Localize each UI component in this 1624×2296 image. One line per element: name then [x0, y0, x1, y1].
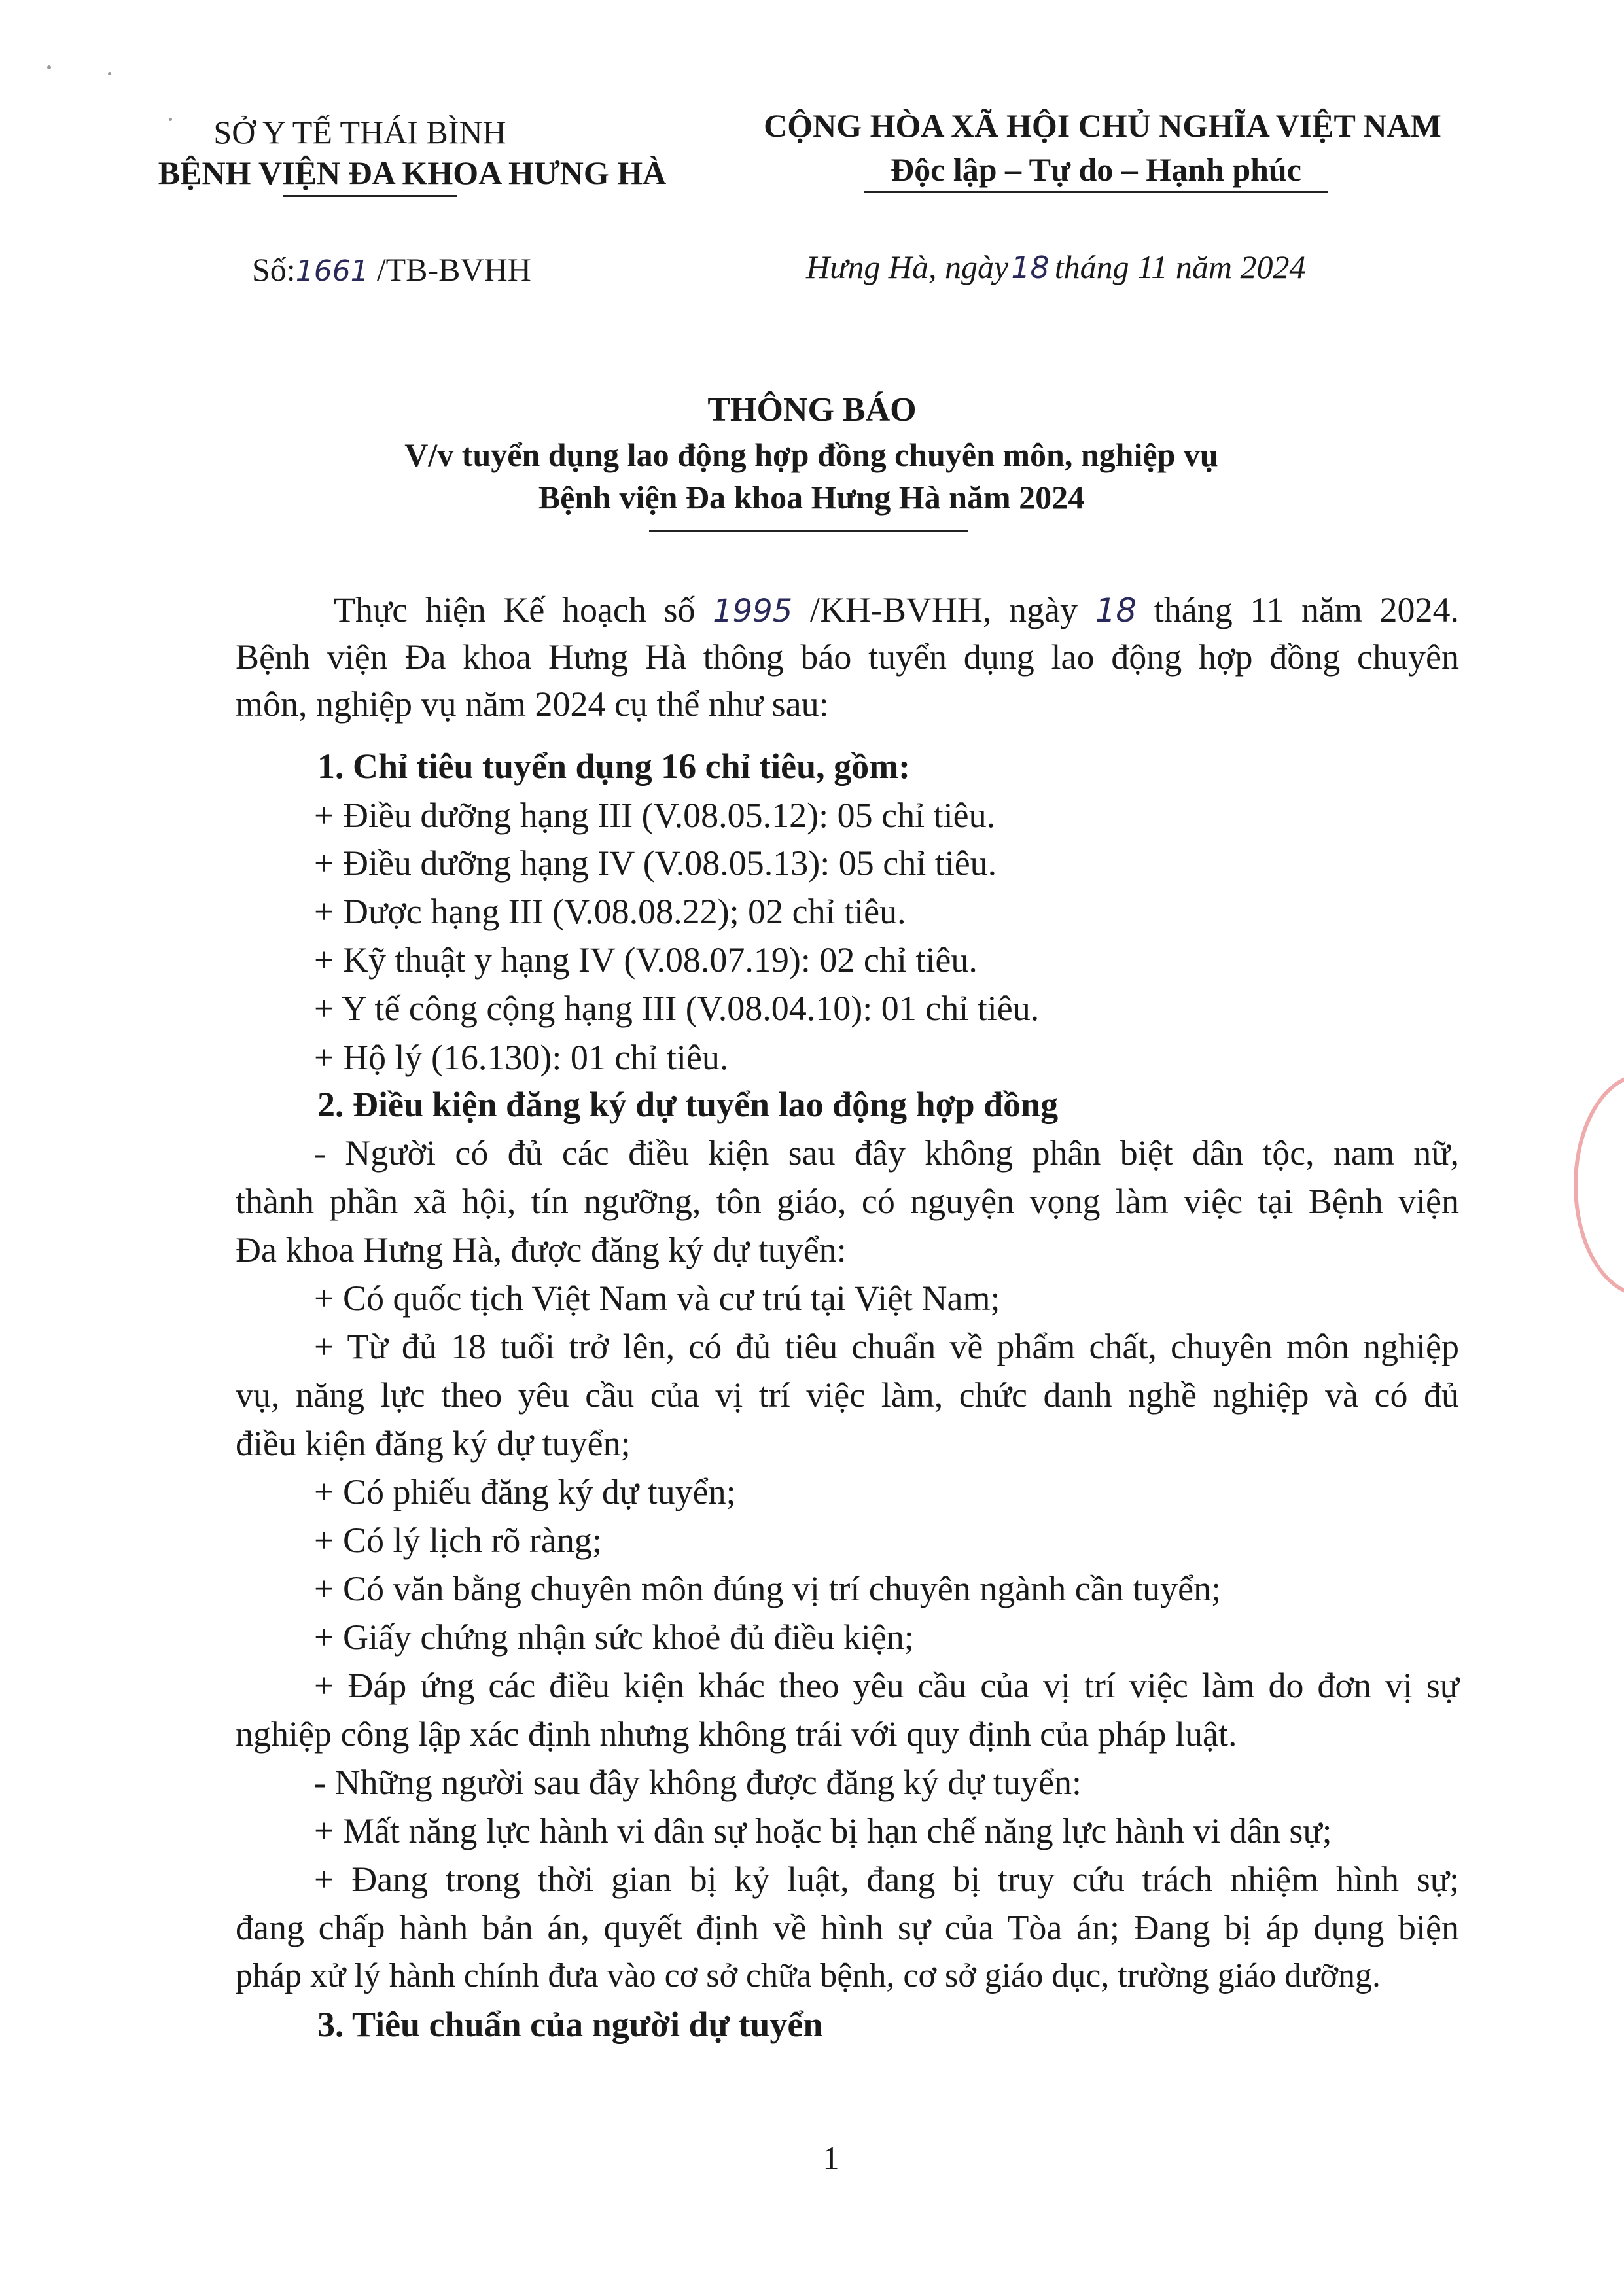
section-3-heading: 3. Tiêu chuẩn của người dự tuyển: [317, 2005, 823, 2044]
eligibility-intro-line-3: Đa khoa Hưng Hà, được đăng ký dự tuyển:: [236, 1230, 847, 1269]
section-2-heading: 2. Điều kiện đăng ký dự tuyển lao động hợp đồng: [317, 1085, 1059, 1124]
quota-item: + Điều dưỡng hạng IV (V.08.05.13): 05 chỉ tiêu.: [314, 843, 997, 883]
condition-item-line-2: nghiệp công lập xác định nhưng không trái với quy định của pháp luật.: [236, 1714, 1237, 1754]
intro-line-3: môn, nghiệp vụ năm 2024 cụ thể như sau:: [236, 684, 829, 724]
plan-day-handwritten: 18: [1095, 592, 1137, 629]
red-seal-stamp: [1574, 1073, 1624, 1297]
date-prefix: Hưng Hà, ngày: [806, 249, 1009, 285]
condition-item: + Có phiếu đăng ký dự tuyển;: [314, 1472, 736, 1511]
condition-item-line-3: điều kiện đăng ký dự tuyển;: [236, 1424, 631, 1463]
page-number: 1: [822, 2140, 839, 2176]
condition-item: + Có văn bằng chuyên môn đúng vị trí chuyên ngành cần tuyển;: [314, 1569, 1222, 1608]
intro-line-1: [334, 586, 1459, 635]
intro-text-c: tháng 11 năm 2024.: [1154, 590, 1460, 629]
condition-item: + Có lý lịch rõ ràng;: [314, 1521, 602, 1560]
eligibility-intro-line-2: thành phần xã hội, tín ngưỡng, tôn giáo, có nguyện vọng làm việc tại Bệnh viện: [236, 1182, 1459, 1221]
intro-text-b: /KH-BVHH, ngày: [809, 590, 1078, 629]
exclusion-item: + Mất năng lực hành vi dân sự hoặc bị hạn chế năng lực hành vi dân sự;: [314, 1811, 1332, 1850]
national-title: CỘNG HÒA XÃ HỘI CHỦ NGHĨA VIỆT NAM: [764, 107, 1441, 144]
scan-speck: [47, 65, 51, 69]
plan-number-handwritten: 1995: [713, 593, 793, 629]
document-date: [806, 247, 1306, 287]
national-motto: Độc lập – Tự do – Hạnh phúc: [891, 151, 1301, 188]
condition-item-line-2: vụ, năng lực theo yêu cầu của vị trí việc làm, chức danh nghề nghiệp và có đủ: [236, 1375, 1459, 1415]
condition-item: + Giấy chứng nhận sức khoẻ đủ điều kiện;: [314, 1617, 914, 1657]
quota-item: + Hộ lý (16.130): 01 chỉ tiêu.: [314, 1038, 729, 1077]
intro-text-a: Thực hiện Kế hoạch số: [334, 590, 696, 629]
exclusion-item-line-3: pháp xử lý hành chính đưa vào cơ sở chữa bệnh, cơ sở giáo dục, trường giáo dưỡng.: [236, 1957, 1381, 1994]
exclusion-intro: - Những người sau đây không được đăng ký dự tuyển:: [314, 1763, 1082, 1802]
document-number-prefix: Số:: [252, 251, 296, 288]
document-number-suffix: /TB-BVHH: [376, 251, 531, 288]
document-number-handwritten: 1661: [295, 255, 369, 288]
intro-line-2: Bệnh viện Đa khoa Hưng Hà thông báo tuyển dụng lao động hợp đồng chuyên: [236, 637, 1459, 677]
notice-title: THÔNG BÁO: [707, 391, 917, 429]
hospital-name-underline: [283, 195, 457, 197]
section-1-heading: 1. Chỉ tiêu tuyển dụng 16 chỉ tiêu, gồm:: [317, 747, 911, 786]
quota-item: + Điều dưỡng hạng III (V.08.05.12): 05 chỉ tiêu.: [314, 796, 996, 835]
notice-subject-line2: Bệnh viện Đa khoa Hưng Hà năm 2024: [538, 479, 1085, 516]
quota-item: + Kỹ thuật y hạng IV (V.08.07.19): 02 chỉ tiêu.: [314, 940, 978, 980]
quota-item: + Y tế công cộng hạng III (V.08.04.10): 01 chỉ tiêu.: [314, 989, 1040, 1028]
condition-item-line-1: + Đáp ứng các điều kiện khác theo yêu cầu của vị trí việc làm do đơn vị sự: [314, 1666, 1459, 1705]
motto-underline: [864, 191, 1328, 193]
exclusion-item-line-2: đang chấp hành bản án, quyết định về hình sự của Tòa án; Đang bị áp dụng biện: [236, 1908, 1459, 1947]
scan-speck: [108, 72, 111, 75]
notice-subject: V/v tuyển dụng lao động hợp đồng chuyên môn, nghiệp vụ: [404, 436, 1218, 473]
hospital-name: BỆNH VIỆN ĐA KHOA HƯNG HÀ: [158, 154, 667, 191]
exclusion-item-line-1: + Đang trong thời gian bị kỷ luật, đang bị truy cứu trách nhiệm hình sự;: [314, 1860, 1459, 1899]
condition-item: + Có quốc tịch Việt Nam và cư trú tại Việt Nam;: [314, 1279, 1000, 1318]
title-underline: [649, 530, 968, 532]
document-number: [252, 250, 531, 291]
agency-name: SỞ Y TẾ THÁI BÌNH: [213, 114, 506, 150]
condition-item-line-1: + Từ đủ 18 tuổi trở lên, có đủ tiêu chuẩn về phẩm chất, chuyên môn nghiệp: [314, 1327, 1459, 1366]
date-day-handwritten: 18: [1011, 250, 1050, 285]
quota-item: + Dược hạng III (V.08.08.22); 02 chỉ tiêu.: [314, 892, 906, 931]
date-suffix: tháng 11 năm 2024: [1054, 249, 1306, 285]
eligibility-intro-line-1: - Người có đủ các điều kiện sau đây không phân biệt dân tộc, nam nữ,: [314, 1133, 1459, 1173]
